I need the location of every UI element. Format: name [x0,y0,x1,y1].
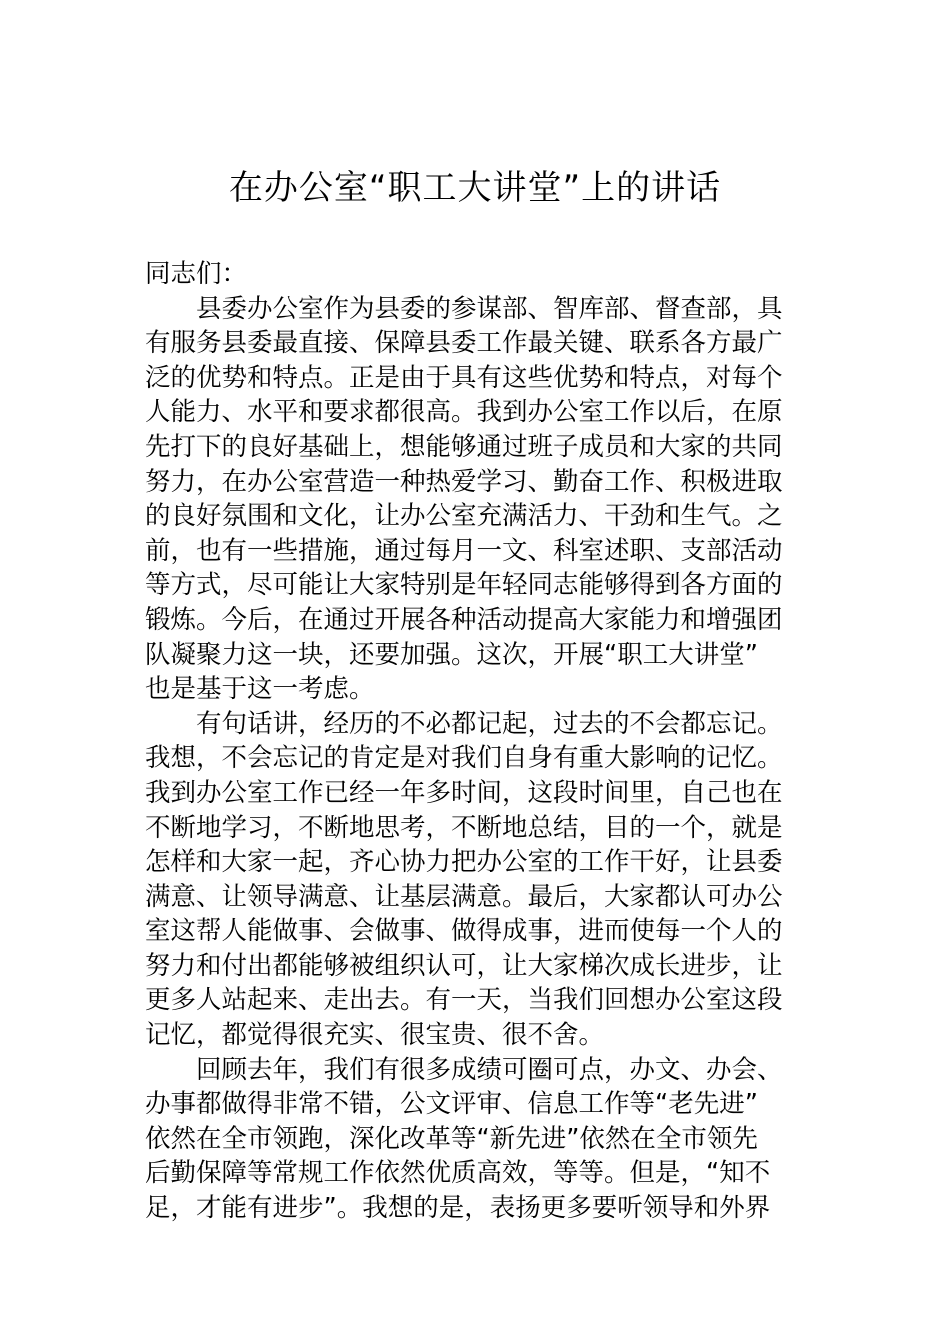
paragraph-1-line-4: 人能力、水平和要求都很高。我到办公室工作以后，在原 [145,397,783,428]
paragraph-1-line-8: 前，也有一些措施，通过每月一文、科室述职、支部活动 [145,535,783,566]
paragraph-3-line-1: 回顾去年，我们有很多成绩可圈可点，办文、办会、 [196,1054,783,1085]
salutation-line: 同志们： [145,259,248,289]
paragraph-2-line-10: 记忆，都觉得很充实、很宝贵、很不舍。 [145,1020,605,1051]
document-body [145,257,815,1226]
paragraph-2-line-6: 满意、让领导满意、让基层满意。最后，大家都认可办公 [145,881,783,912]
paragraph-2-line-3: 我到办公室工作已经一年多时间，这段时间里，自己也在 [145,777,783,808]
paragraph-2-line-5: 怎样和大家一起，齐心协力把办公室的工作干好，让县委 [145,847,783,878]
paragraph-3-line-2: 办事都做得非常不错，公文评审、信息工作等“老先进” [145,1089,758,1120]
paragraph-2-line-7: 室这帮人能做事、会做事、做得成事，进而使每一个人的 [145,916,783,947]
paragraph-1-line-12: 也是基于这一考虑。 [145,674,375,705]
paragraph-1-line-2: 有服务县委最直接、保障县委工作最关键、联系各方最广 [145,328,783,359]
paragraph-1-line-1: 县委办公室作为县委的参谋部、智库部、督查部，具 [196,293,783,324]
paragraph-2-line-1: 有句话讲，经历的不必都记起，过去的不会都忘记。 [196,708,783,739]
paragraph-1-line-3: 泛的优势和特点。正是由于具有这些优势和特点，对每个 [145,362,783,393]
paragraph-1-line-9: 等方式，尽可能让大家特别是年轻同志能够得到各方面的 [145,570,783,601]
paragraph-2-line-8: 努力和付出都能够被组织认可，让大家梯次成长进步，让 [145,950,783,981]
paragraph-2-line-9: 更多人站起来、走出去。有一天，当我们回想办公室这段 [145,985,783,1016]
paragraph-1-line-11: 队凝聚力这一块，还要加强。这次，开展“职工大讲堂” [145,639,758,670]
paragraph-3-line-5: 足，才能有进步”。我想的是，表扬更多要听领导和外界 [145,1193,771,1224]
paragraph-1-line-7: 的良好氛围和文化，让办公室充满活力、干劲和生气。之 [145,501,783,532]
paragraph-1-line-10: 锻炼。今后，在通过开展各种活动提高大家能力和增强团 [145,604,783,635]
paragraph-2-line-2: 我想，不会忘记的肯定是对我们自身有重大影响的记忆。 [145,743,783,774]
paragraph-2-line-4: 不断地学习，不断地思考，不断地总结，目的一个，就是 [145,812,783,843]
paragraph-3-line-3: 依然在全市领跑，深化改革等“新先进”依然在全市领先 [145,1123,758,1154]
paragraph-1-line-6: 努力，在办公室营造一种热爱学习、勤奋工作、积极进取 [145,466,783,497]
document-title: 在办公室“职工大讲堂”上的讲话 [228,168,722,208]
paragraph-3-line-4: 后勤保障等常规工作依然优质高效，等等。但是，“知不 [145,1158,771,1189]
paragraph-1-line-5: 先打下的良好基础上，想能够通过班子成员和大家的共同 [145,431,783,462]
